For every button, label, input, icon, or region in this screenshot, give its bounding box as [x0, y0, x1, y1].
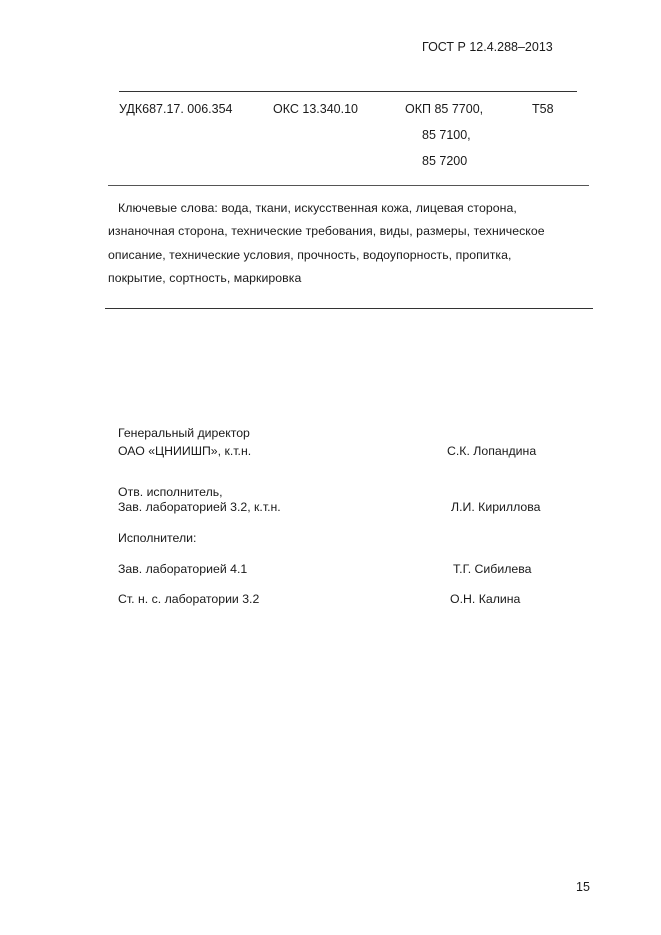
- lead-executor-name: Л.И. Кириллова: [451, 500, 541, 514]
- executor-position: Ст. н. с. лаборатории 3.2: [118, 592, 260, 606]
- keywords-line: описание, технические условия, прочность, водоупорность, пропитка,: [108, 247, 512, 262]
- executors-heading: Исполнители:: [118, 531, 197, 545]
- keywords-line: Ключевые слова: вода, ткани, искусственная кожа, лицевая сторона,: [118, 201, 517, 215]
- udk-code: УДК687.17. 006.354: [119, 102, 233, 116]
- standard-code: ГОСТ Р 12.4.288–2013: [422, 40, 553, 54]
- lead-executor-title: Отв. исполнитель,: [118, 485, 223, 499]
- keywords-line: изнаночная сторона, технические требования, виды, размеры, техническое: [108, 224, 545, 239]
- page-number: 15: [576, 880, 590, 894]
- okp-code-3: 85 7200: [422, 154, 468, 168]
- lead-executor-position: Зав. лабораторией 3.2, к.т.н.: [118, 500, 281, 514]
- okp-code-1: ОКП 85 7700,: [405, 102, 484, 116]
- okp-code-2: 85 7100,: [422, 128, 471, 142]
- bottom-rule: [105, 308, 593, 309]
- middle-rule: [108, 185, 589, 186]
- keywords-line: покрытие, сортность, маркировка: [108, 271, 302, 286]
- top-rule: [119, 91, 577, 92]
- executor-name: Т.Г. Сибилева: [453, 562, 532, 576]
- keywords-block: [108, 197, 588, 291]
- t-code: Т58: [532, 102, 554, 116]
- director-org: ОАО «ЦНИИШП», к.т.н.: [118, 444, 252, 458]
- director-title: Генеральный директор: [118, 426, 250, 440]
- oks-code: ОКС 13.340.10: [273, 102, 358, 116]
- director-name: С.К. Лопандина: [447, 444, 537, 458]
- executor-position: Зав. лабораторией 4.1: [118, 562, 248, 576]
- executor-name: О.Н. Калина: [450, 592, 521, 606]
